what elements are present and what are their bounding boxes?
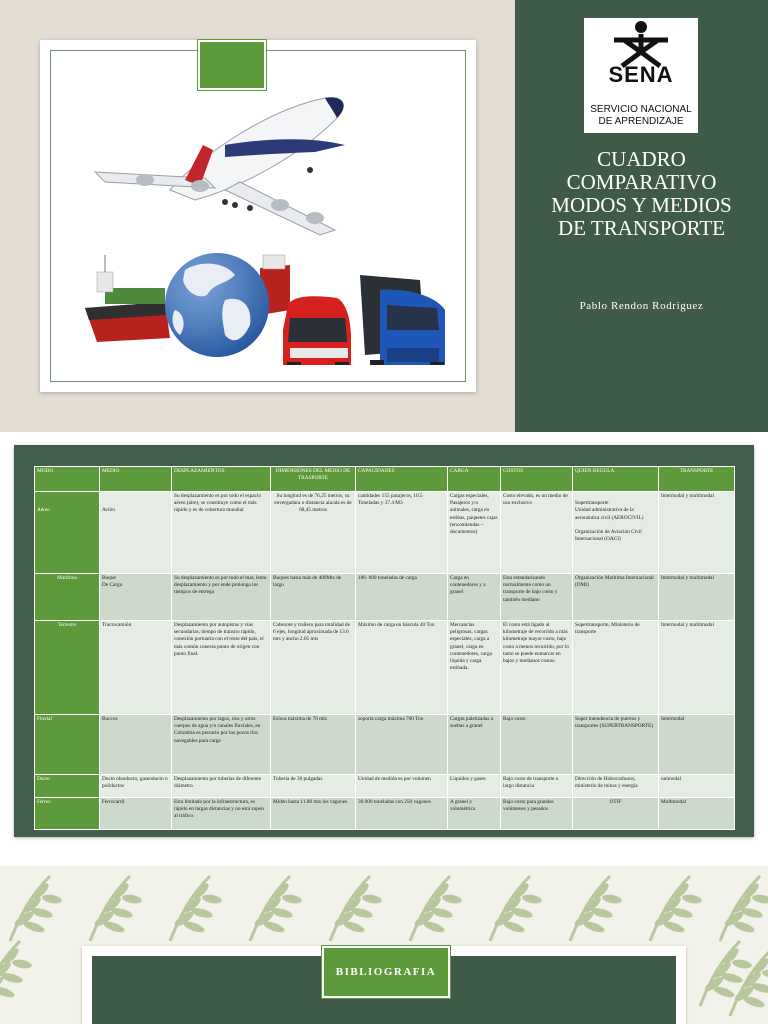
table-cell: Carga en contenedores y a granel — [448, 574, 501, 621]
sena-logo — [584, 18, 698, 133]
logo-line-1: SERVICIO NACIONAL — [590, 104, 692, 115]
truck-icon — [360, 275, 445, 365]
airplane-icon — [95, 97, 345, 235]
cover-image-card — [40, 40, 476, 392]
bibliography-slide — [0, 866, 768, 1024]
table-frame — [14, 445, 754, 837]
table-cell: Intermodal — [659, 715, 735, 775]
comparison-table — [34, 466, 735, 830]
cell-text: Avión — [102, 507, 115, 514]
table-cell: Ferrocarril — [100, 798, 172, 830]
table-cell — [573, 492, 659, 574]
logo-line-2: DE APRENDIZAJE — [598, 116, 684, 127]
table-cell: Super intendencia de puertos y transportes (SUPERTRANSPORTE) — [573, 715, 659, 775]
table-cell: Bajo costo de transporte a largo distancia — [501, 775, 573, 798]
table-row — [35, 715, 735, 775]
table-cell: Cargas paletizadas o sueltas a granel — [448, 715, 501, 775]
card-tab — [198, 40, 266, 90]
van-icon — [283, 296, 351, 365]
table-cell: El costo está ligado al kilometraje de recorrido a más kilometraje mayor costo, bajo costo a menos recorrido, por lo tanto se puede enmarcar en bajos y medianos costos. — [501, 621, 573, 715]
table-cell: Multimodal — [659, 798, 735, 830]
table-row — [35, 798, 735, 830]
row-mode: Terrestre — [35, 621, 100, 715]
table-cell: Dirección de Hidrocarburos, ministerio de minas y energía — [573, 775, 659, 798]
table-cell: Eslora máxima de 70 mts — [271, 715, 356, 775]
table-cell: Costo elevado, es un medio de uso exclusivo — [501, 492, 573, 574]
row-mode: Marítima — [35, 574, 100, 621]
logo-subtitle — [584, 104, 698, 128]
table-row — [35, 492, 735, 574]
table-row — [35, 574, 735, 621]
table-cell: 186. 000 toneladas de carga — [356, 574, 448, 621]
table-cell: Máximo de carga en báscula 40 Ton — [356, 621, 448, 715]
row-mode: Fluvial — [35, 715, 100, 775]
table-cell: Buque De Carga — [100, 574, 172, 621]
table-cell: soporta carga máxima 700 Ton — [356, 715, 448, 775]
table-cell: Bajo costo — [501, 715, 573, 775]
table-cell: cantidades 155 pasajeros, 10.5 Toneladas y 37.4 M3 — [356, 492, 448, 574]
bibliography-title: BIBLIOGRAFIA — [335, 966, 437, 978]
table-header-row — [35, 467, 735, 492]
table-cell: Buques hasta más de 400Mts de largo — [271, 574, 356, 621]
table-cell: unimodal — [659, 775, 735, 798]
header-cell: QUIEN REGULA — [573, 467, 659, 492]
table-row — [35, 775, 735, 798]
cell-text: Supertransporte Unidad administrativa de la aeronáutica civil (AEROCIVIL) Organización de Aviación Civil Internacional (OACI) — [575, 500, 644, 543]
bibliography-tab — [322, 946, 450, 998]
table-cell: Esta limitado por la infraestructura, es rápido en largas distancias y no está sujeto al tráfico. — [172, 798, 271, 830]
table-cell: Bajo costo para grandes volúmenes y pesados — [501, 798, 573, 830]
sena-figure-icon — [584, 18, 698, 68]
header-cell: CAPACIDADES — [356, 467, 448, 492]
table-cell: Unidad de medida es por volumen — [356, 775, 448, 798]
table-cell: Desplazamiento por lagos, ríos y otros cuerpos de agua y/o canales fluviales, en Colombia es precario por los pocos ríos navegables para carga — [172, 715, 271, 775]
row-mode: Férreo — [35, 798, 100, 830]
table-cell: Organización Marítima Internacional (OMI) — [573, 574, 659, 621]
table-cell: Mercancías peligrosas, cargas especiales, carga a granel, carga en contenedores, carga liquida y carga estibada. — [448, 621, 501, 715]
row-mode: Ducto — [35, 775, 100, 798]
mode-label: Aéreo — [37, 507, 50, 514]
globe-icon — [165, 253, 269, 357]
table-cell: Cabezote y trailero para totalidad de 6 ejes, longitud aproximada de 13.6 mts y ancho 2.05 mts — [271, 621, 356, 715]
header-cell: TRANSPORTE — [659, 467, 735, 492]
table-cell: Miden hasta 11.88 mts los vagones. — [271, 798, 356, 830]
bibliography-card — [82, 946, 686, 1024]
table-cell: Su desplazamiento es por todo el mar, lento desplazamiento y por ende prolonga los tiempos de entrega — [172, 574, 271, 621]
header-cell: MEDIO — [100, 467, 172, 492]
table-cell: Su longitud es de 76,25 metros, su envergadura o distancia ala/ala es de 68,45 metros — [271, 492, 356, 574]
table-cell: Supertransporte, Ministerio de transporte — [573, 621, 659, 715]
header-cell: CARGA — [448, 467, 501, 492]
row-mode — [35, 492, 100, 574]
table-cell: Cargas especiales, Pasajeros y/o animales, carga en estibas, paquetes cajas (encomiendas – documentos) — [448, 492, 501, 574]
table-cell: Tractocamión — [100, 621, 172, 715]
table-cell: Su desplazamiento es por todo el espacio aéreo (aire), se constituye como el más rápido y es de cobertura mundial — [172, 492, 271, 574]
title-line: CUADRO — [597, 147, 686, 171]
table-cell: Líquidos y gases — [448, 775, 501, 798]
table-cell: A granel y volumétrica — [448, 798, 501, 830]
table-cell — [100, 492, 172, 574]
transport-illustration — [75, 90, 445, 365]
title-line: COMPARATIVO — [566, 170, 717, 194]
table-cell: Intermodal y multimodal — [659, 621, 735, 715]
author-name: Pablo Rendon Rodriguez — [579, 300, 704, 312]
header-cell: DIMENSIONES DEL MEDIO DE TRASPORTE — [271, 467, 356, 492]
logo-word: SENA — [608, 62, 674, 87]
header-cell: DESPLAZAMIENTOS — [172, 467, 271, 492]
title-slide — [0, 0, 768, 432]
table-cell: Desplazamiento por autopistas y vías secundarias, tiempo de transito rápido, conexión portuaria con el resto del país, el más común conecta punto de origen con punto final. — [172, 621, 271, 715]
title-line: DE TRANSPORTE — [558, 216, 725, 240]
table-cell: Ducto oleoducto, gaseoducto o poliductos — [100, 775, 172, 798]
table-row — [35, 621, 735, 715]
table-cell: 30.000 toneladas con 250 vagones — [356, 798, 448, 830]
table-cell: Tubería de 30 pulgadas — [271, 775, 356, 798]
table-cell: Intermodal y multimodal — [659, 574, 735, 621]
comparison-slide — [0, 432, 768, 852]
header-cell: MODO — [35, 467, 100, 492]
table-cell: Esta estandarizando normalmente como un transporte de bajo costo y también mediano — [501, 574, 573, 621]
title-line: MODOS Y MEDIOS — [551, 193, 732, 217]
table-cell: OTIF — [573, 798, 659, 830]
header-cell: COSTOS — [501, 467, 573, 492]
slide-title — [515, 148, 768, 240]
table-cell: Buccos — [100, 715, 172, 775]
title-panel — [515, 0, 768, 432]
table-cell: Intermodal y multimodal — [659, 492, 735, 574]
table-cell: Desplazamiento por tuberías de diferente diámetro — [172, 775, 271, 798]
